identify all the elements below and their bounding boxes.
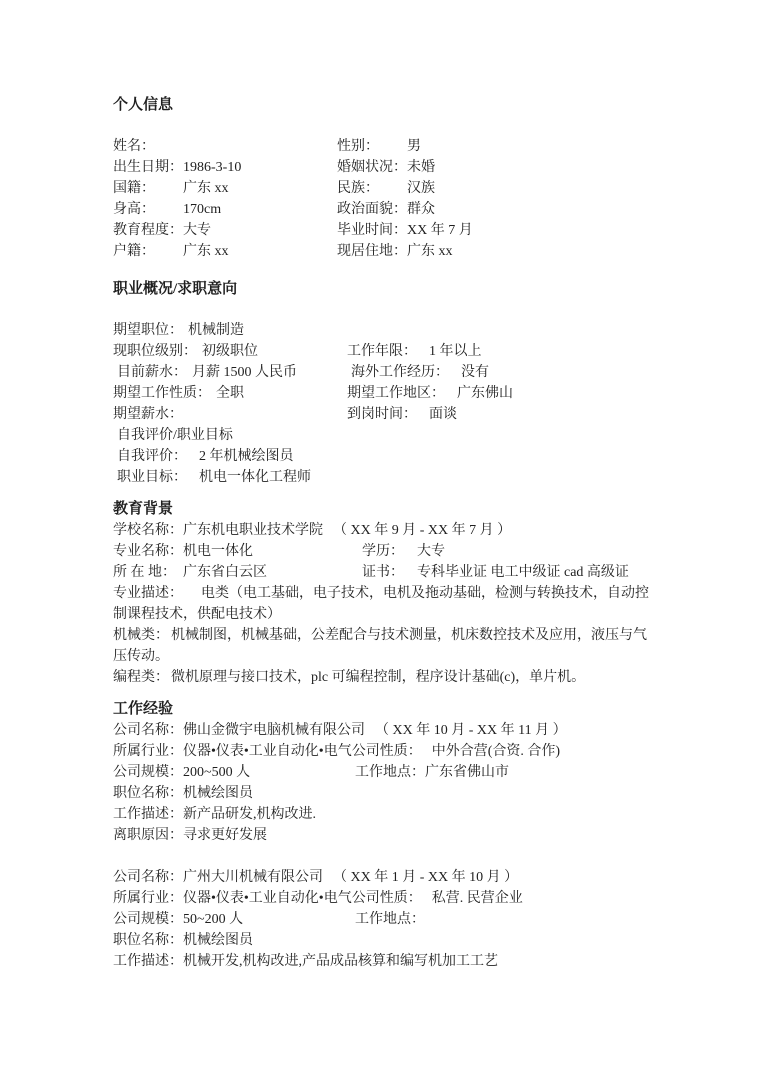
height-label: 身高： [113, 202, 155, 217]
row-position [113, 930, 658, 951]
major-desc-label: 专业描述： [113, 586, 183, 601]
programming-label: 编程类： [113, 670, 169, 685]
row-school [113, 520, 658, 541]
spacer [113, 488, 658, 499]
location-value: 广东省白云区 [183, 565, 267, 580]
row-birthdate-marriage [113, 157, 658, 178]
salary-value: 月薪 1500 人民币 [192, 365, 297, 380]
company-label: 公司名称： [113, 870, 183, 885]
school-label: 学校名称： [113, 523, 183, 538]
expected-position-label: 期望职位： [113, 323, 183, 338]
height-value: 170cm [183, 202, 222, 217]
residence-value: 广东 xx [407, 244, 453, 259]
careergoal-label: 职业目标： [117, 470, 187, 485]
row-major-degree [113, 541, 658, 562]
spacer [113, 846, 658, 867]
position-value: 机械绘图员 [183, 933, 253, 948]
nationality-label: 国籍： [113, 181, 155, 196]
position-label: 职位名称： [113, 933, 183, 948]
company-label: 公司名称： [113, 723, 183, 738]
job-entry-1 [113, 720, 658, 846]
expected-position-value: 机械制造 [188, 323, 244, 338]
row-joblevel-years [113, 341, 658, 362]
company-period: （ XX 年 10 月 - XX 年 11 月 ） [375, 723, 567, 738]
row-selfeval-subheading [113, 425, 658, 446]
company-type-value: 私营. 民营企业 [431, 891, 523, 906]
row-height-politics [113, 199, 658, 220]
workplace-label: 工作地点： [355, 765, 425, 780]
registry-value: 广东 xx [183, 244, 229, 259]
row-mechanical-courses [113, 625, 658, 667]
position-label: 职位名称： [113, 786, 183, 801]
joblevel-value: 初级职位 [202, 344, 258, 359]
programming-value: 微机原理与接口技术，plc 可编程控制，程序设计基础(c)，单片机。 [171, 670, 586, 685]
worktype-value: 全职 [216, 386, 244, 401]
row-worktype-region [113, 383, 658, 404]
region-value: 广东佛山 [457, 386, 513, 401]
company-type-label: 公司性质： [351, 744, 422, 759]
row-nationality-ethnic [113, 178, 658, 199]
spacer [113, 116, 658, 136]
degree-label: 学历： [362, 544, 404, 559]
row-scale-workplace [113, 762, 658, 783]
edulevel-label: 教育程度： [113, 223, 183, 238]
birthdate-label: 出生日期： [113, 160, 183, 175]
gradtime-value: XX 年 7 月 [407, 223, 473, 238]
major-desc-value: 电类（电工基础，电子技术，电机及拖动基础，检测与转换技术，自动控制课程技术，供配电技术） [113, 586, 649, 622]
name-label: 姓名： [113, 139, 155, 154]
company-type-label: 公司性质： [351, 891, 422, 906]
spacer [113, 300, 658, 320]
job-description-label: 工作描述： [113, 807, 183, 822]
job-description-value: 机械开发,机构改进,产品成品核算和编写机加工工艺 [183, 954, 498, 969]
birthdate-value: 1986-3-10 [183, 160, 242, 175]
job-description-label: 工作描述： [113, 954, 183, 969]
politics-label: 政治面貌： [337, 202, 407, 217]
resume-content [113, 95, 658, 972]
row-job-description [113, 951, 658, 972]
workplace-label: 工作地点： [355, 912, 425, 927]
major-value: 机电一体化 [183, 544, 253, 559]
job-entry-2 [113, 867, 658, 972]
arrival-value: 面谈 [429, 407, 457, 422]
selfeval-value: 2 年机械绘图员 [199, 449, 294, 464]
overseas-value: 没有 [461, 365, 489, 380]
section-heading-education: 教育背景 [113, 501, 174, 517]
company-value: 佛山金微宇电脑机械有限公司 [183, 723, 365, 738]
workyears-label: 工作年限： [347, 344, 417, 359]
section-heading-work: 工作经验 [113, 701, 174, 717]
selfeval-subheading: 自我评价/职业目标 [117, 428, 233, 443]
industry-value: 仪器•仪表•工业自动化•电气 [183, 744, 352, 759]
industry-label: 所属行业： [113, 891, 183, 906]
scale-value: 200~500 人 [183, 765, 251, 780]
worktype-label: 期望工作性质： [113, 386, 211, 401]
careergoal-value: 机电一体化工程师 [199, 470, 311, 485]
company-period: （ XX 年 1 月 - XX 年 10 月 ） [333, 870, 519, 885]
nationality-value: 广东 xx [183, 181, 229, 196]
industry-label: 所属行业： [113, 744, 183, 759]
row-edulevel-gradtime [113, 220, 658, 241]
leave-reason-label: 离职原因： [113, 828, 183, 843]
workplace-value: 广东省佛山市 [425, 765, 509, 780]
row-industry-type [113, 888, 658, 909]
spacer [113, 262, 658, 279]
leave-reason-value: 寻求更好发展 [183, 828, 267, 843]
job-description-value: 新产品研发,机构改进. [183, 807, 316, 822]
marriage-value: 未婚 [407, 160, 435, 175]
row-registry-residence [113, 241, 658, 262]
joblevel-label: 现职位级别： [113, 344, 197, 359]
row-scale-workplace [113, 909, 658, 930]
selfeval-label: 自我评价： [117, 449, 187, 464]
section-heading-intention: 职业概况/求职意向 [113, 281, 238, 297]
certs-label: 证书： [362, 565, 404, 580]
company-value: 广州大川机械有限公司 [183, 870, 323, 885]
row-selfeval [113, 446, 658, 467]
ethnic-label: 民族： [337, 181, 379, 196]
residence-label: 现居住地： [337, 244, 407, 259]
row-company [113, 720, 658, 741]
politics-value: 群众 [407, 202, 435, 217]
school-value: 广东机电职业技术学院 [183, 523, 323, 538]
workyears-value: 1 年以上 [429, 344, 482, 359]
gender-value: 男 [407, 139, 421, 154]
marriage-label: 婚姻状况： [337, 160, 407, 175]
position-value: 机械绘图员 [183, 786, 253, 801]
row-location-certs [113, 562, 658, 583]
row-expectsalary-arrival [113, 404, 658, 425]
expectsalary-label: 期望薪水： [113, 407, 183, 422]
salary-label: 目前薪水： [117, 365, 187, 380]
certs-value: 专科毕业证 电工中级证 cad 高级证 [417, 565, 629, 580]
gender-label: 性别： [337, 139, 379, 154]
industry-value: 仪器•仪表•工业自动化•电气 [183, 891, 352, 906]
row-salary-overseas [113, 362, 658, 383]
row-careergoal [113, 467, 658, 488]
row-job-description [113, 804, 658, 825]
row-industry-type [113, 741, 658, 762]
row-name-gender [113, 136, 658, 157]
scale-label: 公司规模： [113, 912, 183, 927]
ethnic-value: 汉族 [407, 181, 435, 196]
spacer [113, 688, 658, 699]
edulevel-value: 大专 [183, 223, 211, 238]
row-company [113, 867, 658, 888]
mechanical-value: 机械制图，机械基础，公差配合与技术测量，机床数控技术及应用，液压与气压传动。 [113, 628, 647, 664]
row-leave-reason [113, 825, 658, 846]
registry-label: 户籍： [113, 244, 155, 259]
school-period: （ XX 年 9 月 - XX 年 7 月 ） [333, 523, 512, 538]
location-label: 所 在 地： [113, 565, 176, 580]
overseas-label: 海外工作经历： [351, 365, 449, 380]
major-label: 专业名称： [113, 544, 183, 559]
row-major-desc [113, 583, 658, 625]
gradtime-label: 毕业时间： [337, 223, 407, 238]
scale-label: 公司规模： [113, 765, 183, 780]
arrival-label: 到岗时间： [347, 407, 417, 422]
company-type-value: 中外合营(合资. 合作) [431, 744, 561, 759]
row-position [113, 783, 658, 804]
mechanical-label: 机械类： [113, 628, 169, 643]
row-programming-courses [113, 667, 658, 688]
row-expected-position [113, 320, 658, 341]
scale-value: 50~200 人 [183, 912, 244, 927]
section-heading-personal: 个人信息 [113, 97, 174, 113]
degree-value: 大专 [417, 544, 445, 559]
region-label: 期望工作地区： [347, 386, 445, 401]
